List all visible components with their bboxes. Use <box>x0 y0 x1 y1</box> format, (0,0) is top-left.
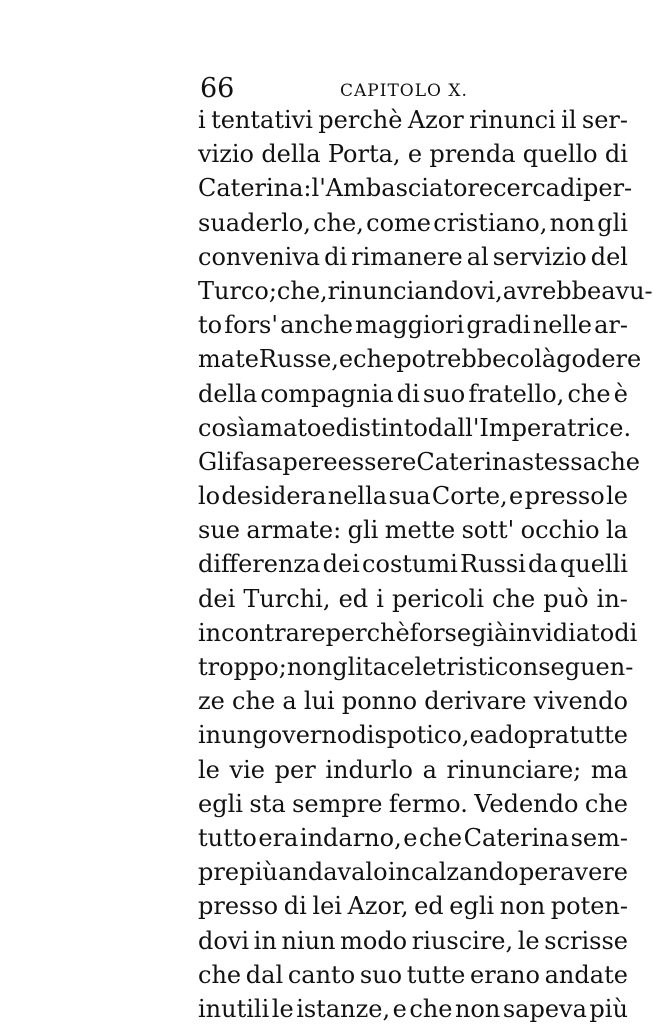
word: quello <box>522 140 598 169</box>
word: Azor <box>407 106 464 134</box>
word: per- <box>583 174 633 203</box>
text-line <box>198 342 642 376</box>
word: armate: <box>246 516 342 545</box>
word: erano <box>470 960 540 989</box>
word: le <box>198 755 220 784</box>
word: già <box>471 618 509 647</box>
word: Russe, <box>258 345 339 374</box>
word: a <box>282 687 297 716</box>
word: dovi <box>198 926 250 955</box>
word: come <box>366 208 431 237</box>
word: ponno <box>341 687 418 716</box>
text-line <box>198 137 628 171</box>
word: gli <box>597 208 628 237</box>
word: nella <box>327 482 388 511</box>
word: di <box>604 140 628 169</box>
word: fa <box>232 447 256 476</box>
word: gradi <box>466 311 531 340</box>
word: ed <box>338 584 369 613</box>
word: rinunci <box>469 106 556 134</box>
word: gli <box>332 653 363 681</box>
word: Caterina <box>416 447 522 476</box>
word: più <box>589 994 628 1023</box>
word: Caterina <box>463 823 570 852</box>
word: colà <box>506 345 557 374</box>
word: troppo; <box>198 653 287 681</box>
word: indurlo <box>325 755 413 784</box>
word: tutte <box>406 960 466 989</box>
word: del <box>590 242 628 271</box>
text-line <box>198 650 634 684</box>
word: e <box>509 482 524 511</box>
word: forse <box>409 618 472 647</box>
text-line <box>198 240 628 274</box>
word: perchè <box>318 106 403 134</box>
word: non <box>454 994 501 1023</box>
text-line <box>198 479 628 513</box>
word: che, <box>313 208 364 237</box>
word: stessa <box>521 447 597 476</box>
text-line <box>198 377 628 411</box>
word: della <box>261 140 321 169</box>
word: egli <box>198 789 243 818</box>
word: prenda <box>429 140 516 169</box>
word: che <box>584 789 628 818</box>
text-line <box>198 992 628 1026</box>
word: tace <box>362 653 415 681</box>
word: Porta, <box>327 140 401 169</box>
word: della <box>198 379 258 408</box>
word: invidiato <box>508 618 615 647</box>
word: vizio <box>198 140 255 169</box>
word: e <box>403 823 418 852</box>
word: inutili <box>198 994 270 1023</box>
word: che <box>353 345 397 374</box>
word: per <box>274 755 316 784</box>
text-line <box>198 445 640 479</box>
word: sempre <box>292 789 383 818</box>
word: di <box>324 242 348 271</box>
word: i <box>376 584 384 613</box>
text-line <box>198 787 628 821</box>
word: suo <box>422 379 466 408</box>
word: vie <box>229 755 265 784</box>
word: le <box>517 926 540 955</box>
word: egli <box>449 892 495 921</box>
word: fermo. <box>388 789 468 818</box>
word: compagnia <box>260 379 394 408</box>
text-line <box>198 924 628 958</box>
word: presso <box>524 482 605 511</box>
word: avere <box>560 858 628 887</box>
word: sem- <box>570 823 628 852</box>
word: to <box>198 311 223 340</box>
text-line <box>198 308 628 342</box>
word: tutto <box>198 823 257 852</box>
word: le <box>606 482 628 511</box>
word: governo <box>252 721 352 750</box>
word: conveniva <box>198 242 321 271</box>
word: non <box>549 208 595 237</box>
word: suo <box>359 960 403 989</box>
word: che <box>492 584 536 613</box>
word: dei <box>322 550 360 579</box>
word: Russi <box>460 550 526 579</box>
word: è <box>613 379 628 408</box>
word: niun <box>281 926 336 955</box>
word: pre <box>198 858 240 887</box>
word: adopra <box>483 721 570 750</box>
word: sua <box>388 482 431 511</box>
word: Turco; <box>198 276 277 305</box>
text-line <box>198 958 628 992</box>
word: per <box>518 858 560 887</box>
word: avu- <box>601 276 653 305</box>
text-line <box>198 616 638 650</box>
word: istanze, <box>296 994 391 1023</box>
word: ar- <box>594 311 628 340</box>
text-line <box>198 753 628 787</box>
word: servizio <box>492 242 587 271</box>
word: incontrare <box>198 618 326 647</box>
word: mette <box>384 516 456 545</box>
word: tentativi <box>211 106 313 134</box>
word: era <box>258 823 299 852</box>
word: Imperatrice. <box>479 413 632 442</box>
word: cristiano, <box>433 208 548 237</box>
word: essere <box>337 447 417 476</box>
word: tristi <box>436 653 495 681</box>
word: differenza <box>198 550 321 579</box>
word: incalzando <box>387 858 519 887</box>
text-line <box>198 718 628 752</box>
word: modo <box>340 926 408 955</box>
word: sue <box>198 516 240 545</box>
word: nelle <box>532 311 592 340</box>
word: anche <box>280 311 353 340</box>
text-line <box>198 206 628 240</box>
word: sott' <box>461 516 515 545</box>
text-line <box>198 684 628 718</box>
word: perchè <box>325 618 410 647</box>
word: e <box>469 721 484 750</box>
word: Vedendo <box>474 789 579 818</box>
word: che <box>596 447 640 476</box>
word: canto <box>287 960 356 989</box>
word: fors' <box>224 311 278 340</box>
word: la <box>605 516 628 545</box>
word: le <box>271 994 294 1023</box>
word: sapere <box>255 447 338 476</box>
word: derivare <box>424 687 527 716</box>
word: al <box>466 242 489 271</box>
word: poten- <box>550 892 628 921</box>
word: suaderlo, <box>198 208 311 237</box>
word: sta <box>249 789 286 818</box>
word: dei <box>198 584 236 613</box>
word: da <box>528 550 558 579</box>
chapter-title: CAPITOLO X. <box>340 81 468 101</box>
word: andate <box>544 960 628 989</box>
word: che <box>567 379 611 408</box>
word: andavalo <box>278 858 388 887</box>
word: le <box>414 653 437 681</box>
word: fratello, <box>468 379 565 408</box>
word: potrebbe <box>396 345 507 374</box>
word: mate <box>198 345 259 374</box>
word: e <box>338 345 354 374</box>
body-text <box>198 103 653 1026</box>
word: che <box>418 823 463 852</box>
word: amato <box>245 413 322 442</box>
word: lei <box>312 892 342 921</box>
text-line <box>198 889 628 923</box>
word: può <box>543 584 589 613</box>
word: vivendo <box>533 687 628 716</box>
word: godere <box>556 345 642 374</box>
word: avrebbe <box>502 276 602 305</box>
word: scrisse <box>544 926 628 955</box>
word: di <box>614 618 638 647</box>
text-line <box>198 274 653 308</box>
word: in <box>198 721 222 750</box>
text-line <box>198 821 628 855</box>
word: lui <box>303 687 335 716</box>
word: non <box>499 892 546 921</box>
word: costumi <box>362 550 458 579</box>
word: indarno, <box>299 823 402 852</box>
word: che <box>198 960 242 989</box>
word: sapeva <box>502 994 587 1023</box>
word: rinunciare; <box>446 755 582 784</box>
word: che, <box>276 276 328 305</box>
word: e <box>321 413 336 442</box>
word: così <box>198 413 246 442</box>
word: di <box>283 892 307 921</box>
word: tutte <box>569 721 628 750</box>
word: che <box>409 994 453 1023</box>
word: desidera <box>221 482 327 511</box>
word: gli <box>347 516 379 545</box>
text-line <box>198 411 632 445</box>
word: dispotico, <box>351 721 470 750</box>
text-line <box>198 855 628 889</box>
word: di <box>396 379 420 408</box>
word: distinto <box>335 413 428 442</box>
word: lo <box>198 482 221 511</box>
word: non <box>286 653 333 681</box>
word: rinunciandovi, <box>327 276 503 305</box>
text-line <box>198 582 628 616</box>
word: riuscire, <box>411 926 514 955</box>
word: cerca <box>493 174 560 203</box>
text-line <box>198 547 628 581</box>
word: ser- <box>581 106 628 134</box>
word: Turchi, <box>243 584 331 613</box>
word: ze <box>198 687 225 716</box>
text-line <box>198 513 628 547</box>
word: un <box>221 721 253 750</box>
word: i <box>198 106 206 134</box>
word: Gli <box>198 447 233 476</box>
word: Azor, <box>347 892 409 921</box>
word: conseguen- <box>494 653 634 681</box>
word: e <box>407 140 423 169</box>
word: di <box>559 174 583 203</box>
word: pericoli <box>392 584 484 613</box>
word: dall' <box>427 413 480 442</box>
word: Caterina: <box>198 174 312 203</box>
word: occhio <box>520 516 600 545</box>
text-line <box>198 103 628 137</box>
word: quelli <box>559 550 628 579</box>
running-head <box>200 72 630 106</box>
word: e <box>392 994 407 1023</box>
word: in <box>253 926 277 955</box>
word: Corte, <box>431 482 508 511</box>
word: ed <box>414 892 444 921</box>
word: più <box>239 858 278 887</box>
word: dal <box>245 960 284 989</box>
text-line <box>198 171 633 205</box>
word: maggiori <box>355 311 465 340</box>
word: ma <box>590 755 628 784</box>
word: rimanere <box>351 242 463 271</box>
word: in- <box>596 584 628 613</box>
page-number: 66 <box>200 73 235 104</box>
word: a <box>422 755 437 784</box>
word: il <box>561 106 577 134</box>
word: l'Ambasciatore <box>311 174 494 203</box>
word: che <box>232 687 276 716</box>
word: presso <box>198 892 279 921</box>
